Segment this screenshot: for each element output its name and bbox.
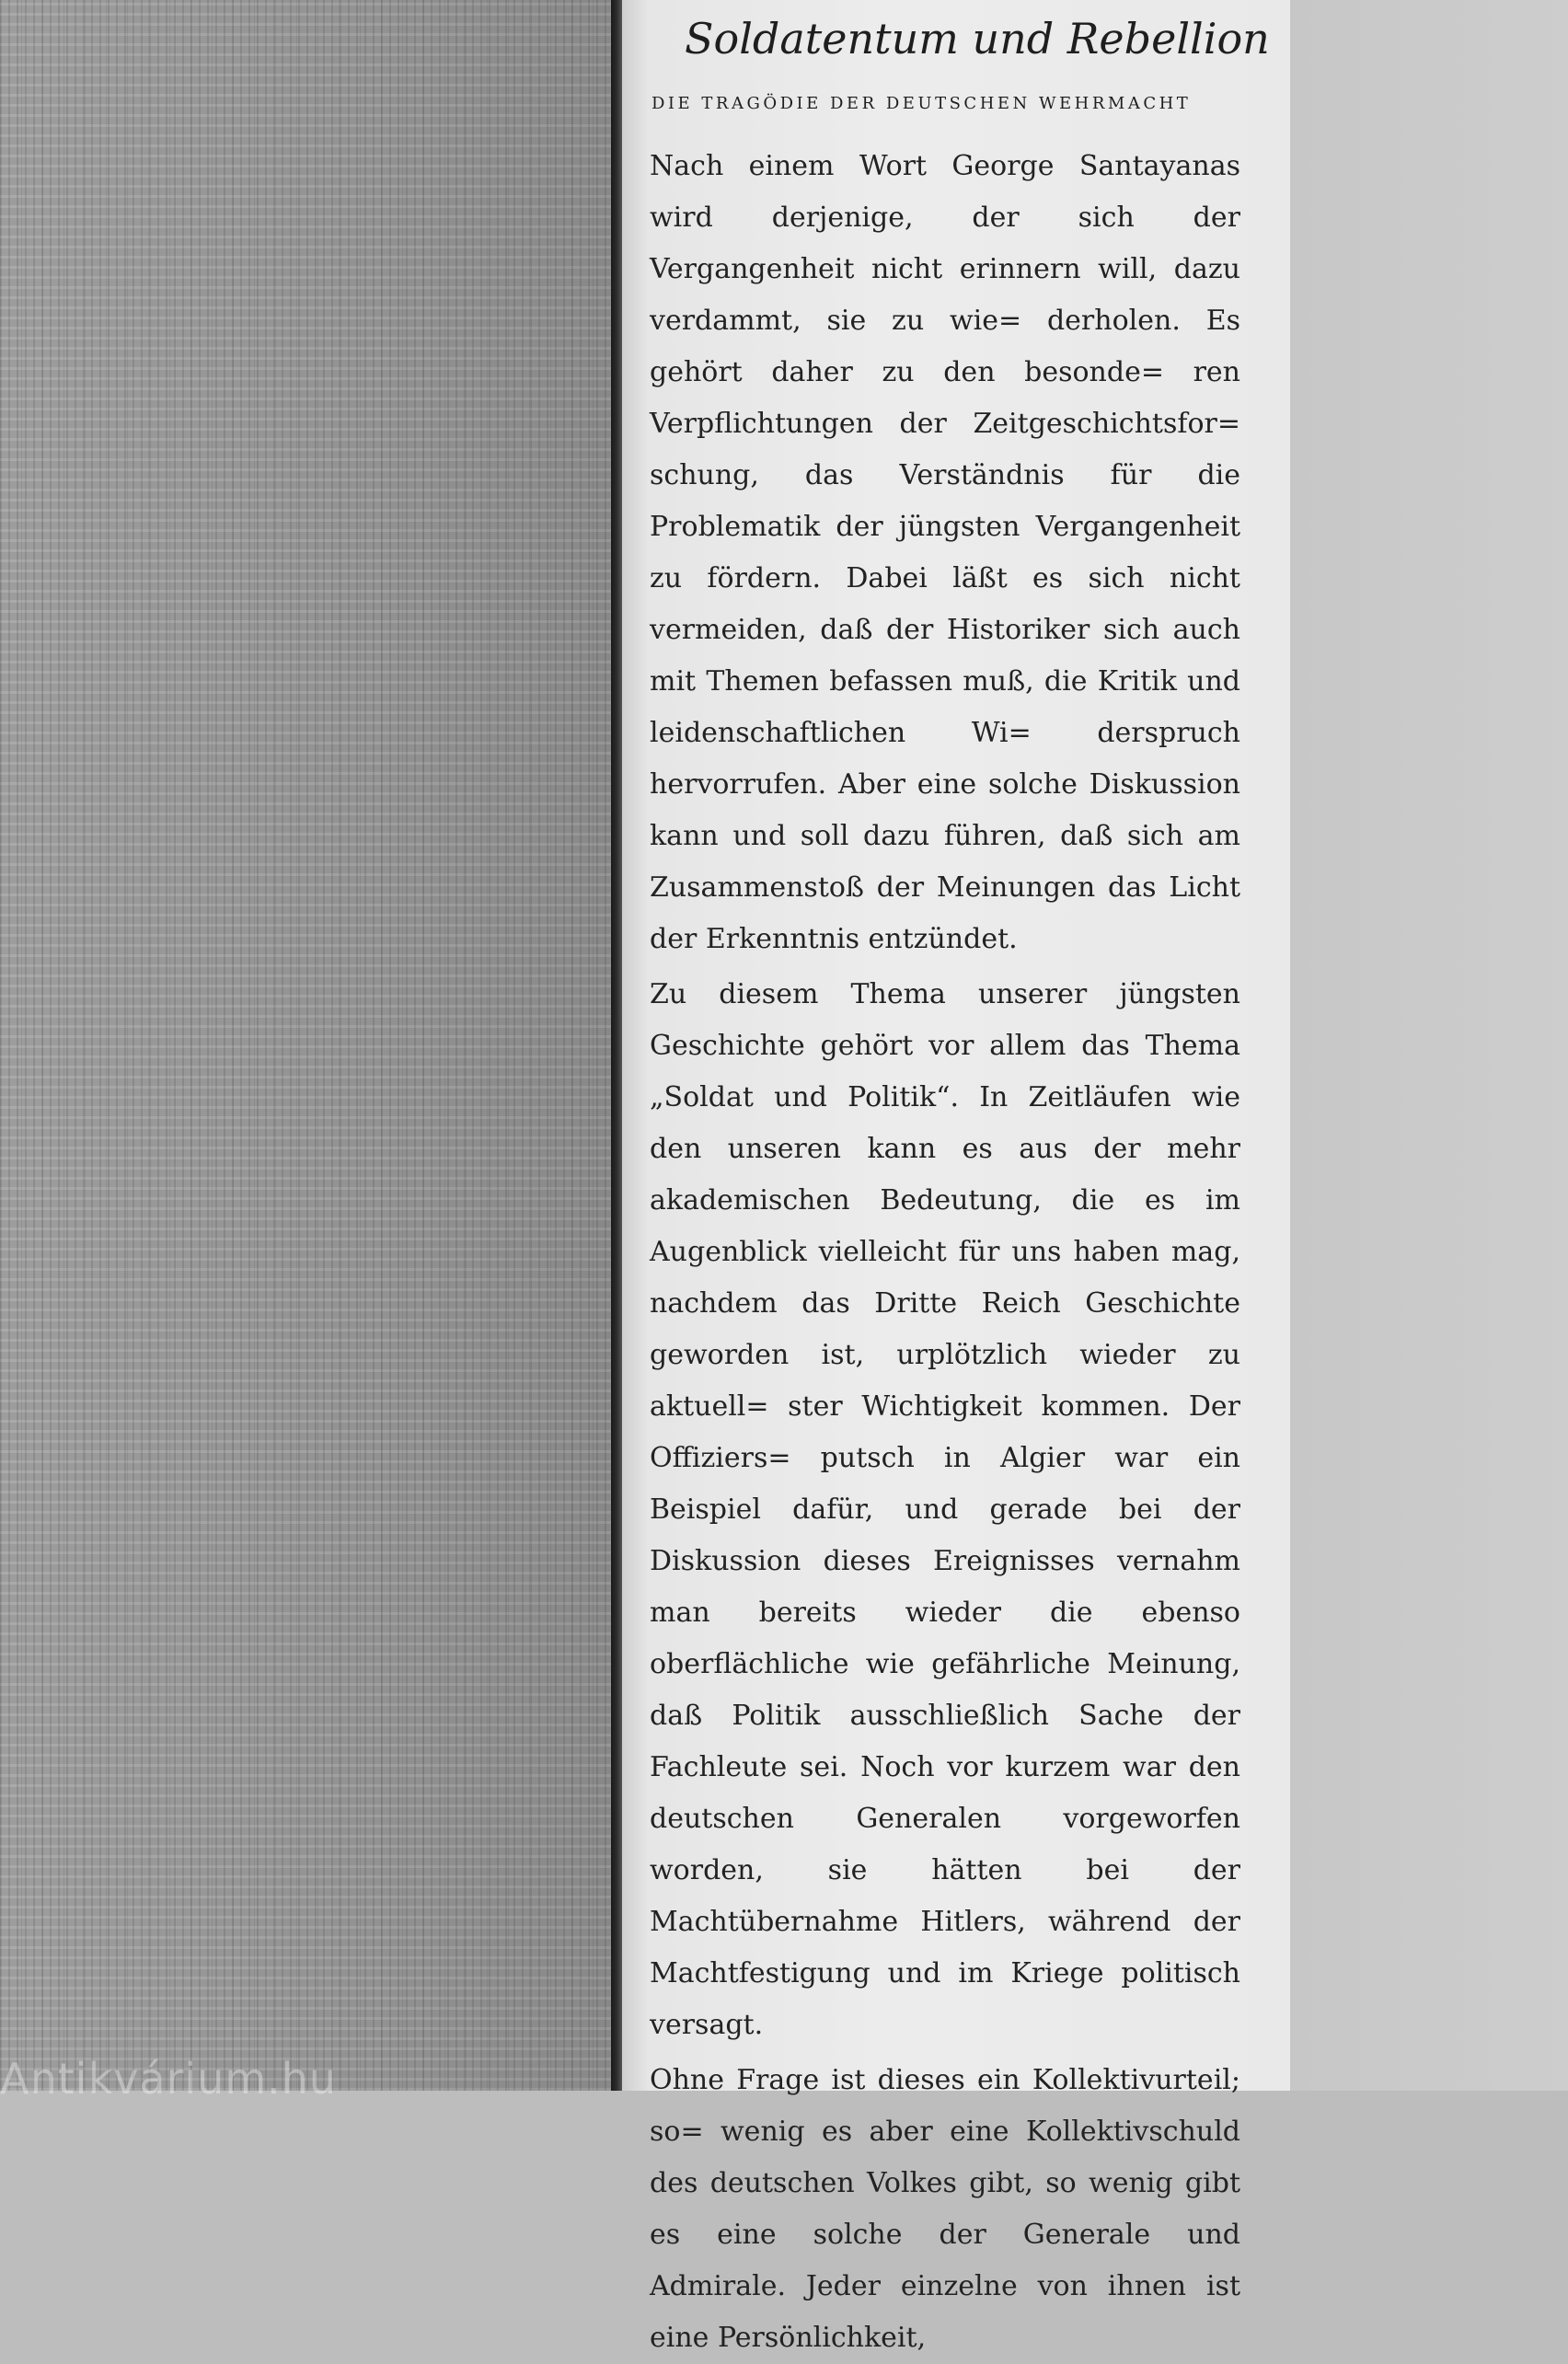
book-cover-texture xyxy=(0,0,611,2104)
flap-body-text xyxy=(637,141,1240,2364)
body-paragraph-3: Ohne Frage ist dieses ein Kollektivurteil; so= wenig es aber eine Kollektivschuld des deutschen Volkes gibt, so wenig gibt es eine solche der Generale und Admirale. Jeder einzelne von ihnen ist eine Persönlichkeit, xyxy=(650,2064,1240,2354)
flap-subtitle: DIE TRAGÖDIE DER DEUTSCHEN WEHRMACHT xyxy=(651,94,1192,113)
watermark-text: Antikvárium.hu xyxy=(0,2054,338,2104)
dust-jacket-flap xyxy=(622,0,1290,2354)
body-paragraph-2: Zu diesem Thema unserer jüngsten Geschichte gehört vor allem das Thema „Soldat und Politik“. In Zeitläufen wie den unseren kann es aus der mehr akademischen Bedeutung, die es im Augenblick vielleicht für uns haben mag, nachdem das Dritte Reich Geschichte geworden ist, urplötzlich wieder zu aktuell= ster Wichtigkeit kommen. Der Offiziers= putsch in Algier war ein Beispiel dafür, und gerade bei der Diskussion dieses Ereignisses vernahm man bereits wieder die ebenso oberflächliche wie gefährliche Meinung, daß Politik ausschließlich Sache der Fachleute sei. Noch vor kurzem war den deutschen Generalen vorgeworfen worden, sie hätten bei der Machtübernahme Hitlers, während der Machtfestigung und im Kriege politisch versagt. xyxy=(650,978,1240,2041)
body-paragraph-1: Nach einem Wort George Santayanas wird derjenige, der sich der Vergangenheit nicht erinnern will, dazu verdammt, sie zu wie= derholen. Es gehört daher zu den besonde= ren Verpflichtungen der Zeitgeschichtsfor= schung, das Verständnis für die Problematik der jüngsten Vergangenheit zu fördern. Dabei läßt es sich nicht vermeiden, daß der Historiker sich auch mit Themen befassen muß, die Kritik und leidenschaftlichen Wi= derspruch hervorrufen. Aber eine solche Diskussion kann und soll dazu führen, daß sich am Zusammenstoß der Meinungen das Licht der Erkenntnis entzündet. xyxy=(650,150,1240,955)
flap-title: Soldatentum und Rebellion xyxy=(685,14,1270,63)
background-surface xyxy=(1290,0,1568,2091)
book-spine-shadow xyxy=(611,0,622,2091)
